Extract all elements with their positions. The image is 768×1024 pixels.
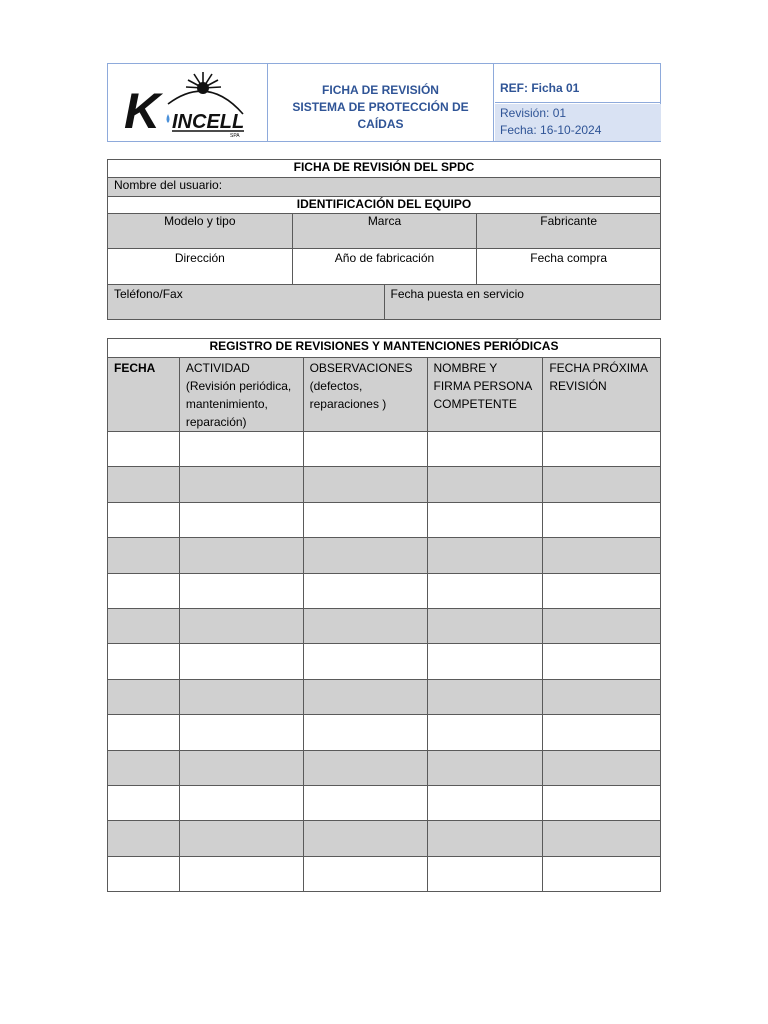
fecha-servicio-field[interactable]: Fecha puesta en servicio [384, 285, 661, 320]
table-row [108, 467, 661, 502]
revision-info [495, 104, 661, 141]
table-row [108, 644, 661, 679]
table-cell[interactable] [108, 785, 180, 820]
table-row [108, 502, 661, 537]
table-cell[interactable] [179, 679, 303, 714]
table-row [108, 432, 661, 467]
table-cell[interactable] [543, 538, 661, 573]
table-row [108, 856, 661, 891]
table-row [108, 821, 661, 856]
table-cell[interactable] [108, 821, 180, 856]
table-cell[interactable] [427, 573, 543, 608]
table-cell[interactable] [543, 573, 661, 608]
table-cell[interactable] [179, 467, 303, 502]
table-row [108, 573, 661, 608]
table-row [108, 679, 661, 714]
ficha-table [107, 159, 661, 320]
table-cell[interactable] [179, 856, 303, 891]
revision-date: Fecha: 16-10-2024 [500, 123, 602, 137]
table-cell[interactable] [179, 432, 303, 467]
marca-field[interactable]: Marca [292, 214, 477, 249]
table-cell[interactable] [108, 538, 180, 573]
revision-number: Revisión: 01 [500, 106, 567, 120]
table-cell[interactable] [179, 750, 303, 785]
table-cell[interactable] [108, 715, 180, 750]
table-cell[interactable] [427, 432, 543, 467]
table-cell[interactable] [303, 715, 427, 750]
table-cell[interactable] [108, 467, 180, 502]
table-cell[interactable] [179, 715, 303, 750]
fecha-compra-field[interactable]: Fecha compra [477, 249, 661, 285]
table-row [108, 785, 661, 820]
table-cell[interactable] [543, 715, 661, 750]
svg-text:SPA: SPA [230, 133, 240, 139]
usuario-field[interactable]: Nombre del usuario: [108, 178, 661, 197]
table-cell[interactable] [303, 432, 427, 467]
table-cell[interactable] [303, 538, 427, 573]
table-cell[interactable] [179, 644, 303, 679]
col-observaciones: OBSERVACIONES (defectos, reparaciones ) [303, 358, 427, 432]
table-cell[interactable] [179, 573, 303, 608]
table-cell[interactable] [179, 608, 303, 643]
col-actividad: ACTIVIDAD (Revisión periódica, mantenimiento, reparación) [179, 358, 303, 432]
svg-text:INCELL: INCELL [172, 111, 245, 133]
table-cell[interactable] [108, 502, 180, 537]
direccion-field[interactable]: Dirección [108, 249, 293, 285]
ano-fabricacion-field[interactable]: Año de fabricación [292, 249, 477, 285]
ficha-title: FICHA DE REVISIÓN DEL SPDC [108, 160, 661, 178]
table-cell[interactable] [179, 821, 303, 856]
table-cell[interactable] [427, 538, 543, 573]
table-cell[interactable] [108, 432, 180, 467]
table-cell[interactable] [303, 644, 427, 679]
table-cell[interactable] [543, 821, 661, 856]
table-cell[interactable] [108, 679, 180, 714]
table-cell[interactable] [108, 750, 180, 785]
table-cell[interactable] [427, 785, 543, 820]
col-nombre-firma: NOMBRE Y FIRMA PERSONA COMPETENTE [427, 358, 543, 432]
table-cell[interactable] [427, 608, 543, 643]
table-cell[interactable] [543, 856, 661, 891]
table-row [108, 608, 661, 643]
table-cell[interactable] [303, 608, 427, 643]
table-cell[interactable] [179, 538, 303, 573]
telefono-fax-field[interactable]: Teléfono/Fax [108, 285, 385, 320]
registro-title: REGISTRO DE REVISIONES Y MANTENCIONES PERIÓDICAS [108, 339, 661, 358]
kincell-logo-icon [108, 64, 267, 141]
table-cell[interactable] [108, 856, 180, 891]
col-fecha-proxima: FECHA PRÓXIMA REVISIÓN [543, 358, 661, 432]
table-cell[interactable] [108, 608, 180, 643]
table-cell[interactable] [303, 750, 427, 785]
document-header [107, 63, 661, 142]
title-line-1: FICHA DE REVISIÓN [322, 83, 439, 97]
table-cell[interactable] [543, 432, 661, 467]
company-logo [108, 64, 268, 141]
table-cell[interactable] [543, 785, 661, 820]
table-cell[interactable] [427, 856, 543, 891]
table-cell[interactable] [543, 750, 661, 785]
table-cell[interactable] [427, 467, 543, 502]
table-cell[interactable] [303, 679, 427, 714]
table-row [108, 750, 661, 785]
document-title [268, 64, 494, 141]
registro-table [107, 338, 661, 892]
col-fecha: FECHA [108, 358, 180, 432]
table-cell[interactable] [543, 644, 661, 679]
title-line-2: SISTEMA DE PROTECCIÓN DE CAÍDAS [292, 100, 469, 131]
table-row [108, 538, 661, 573]
table-cell[interactable] [427, 750, 543, 785]
table-cell[interactable] [427, 715, 543, 750]
table-cell[interactable] [543, 679, 661, 714]
table-cell[interactable] [303, 573, 427, 608]
svg-text:K: K [124, 83, 161, 139]
table-cell[interactable] [179, 785, 303, 820]
identificacion-title: IDENTIFICACIÓN DEL EQUIPO [108, 197, 661, 214]
table-row [108, 715, 661, 750]
table-cell[interactable] [108, 644, 180, 679]
table-cell[interactable] [303, 502, 427, 537]
table-cell[interactable] [303, 821, 427, 856]
table-cell[interactable] [543, 467, 661, 502]
table-cell[interactable] [303, 467, 427, 502]
fabricante-field[interactable]: Fabricante [477, 214, 661, 249]
table-cell[interactable] [543, 502, 661, 537]
modelo-tipo-field[interactable]: Modelo y tipo [108, 214, 293, 249]
table-cell[interactable] [303, 785, 427, 820]
table-cell[interactable] [303, 856, 427, 891]
table-cell[interactable] [427, 644, 543, 679]
table-cell[interactable] [427, 679, 543, 714]
table-cell[interactable] [179, 502, 303, 537]
table-cell[interactable] [427, 821, 543, 856]
table-cell[interactable] [427, 502, 543, 537]
registro-rows [108, 432, 661, 892]
table-cell[interactable] [108, 573, 180, 608]
ref-code: REF: Ficha 01 [495, 64, 661, 103]
table-cell[interactable] [543, 608, 661, 643]
